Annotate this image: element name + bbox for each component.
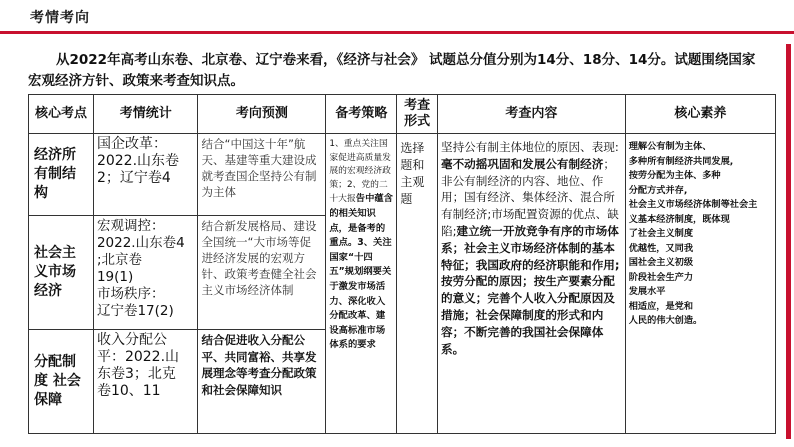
stat-line: 东卷3；北克 [96, 366, 176, 382]
statistics-cell [93, 330, 198, 434]
stat-line: 市场秩序： [96, 286, 165, 302]
stat-line: 卷10、11 [96, 383, 161, 399]
header-strategy: 备考策略 [326, 95, 397, 134]
content-text-3: ；非公有制经济的内容、地位、作用；国有经济、集体经济、混合所有制经济;市场配置资源的优点、缺陷; [440, 156, 619, 238]
literacy-line: 多种所有制经济共同发展, [628, 155, 734, 167]
literacy-line: 社会主义市场经济体制等社会主 [628, 199, 758, 210]
stat-line: 辽宁卷17(2) [96, 303, 174, 319]
form-cell: 选择题和主观题 [397, 134, 438, 434]
header-statistics: 考情统计 [93, 95, 198, 134]
core-point-cell: 经济所有制结构 [29, 134, 94, 216]
literacy-line: 阶段社会生产力 [628, 271, 694, 283]
literacy-cell [625, 134, 775, 434]
forecast-cell: 结合促进收入分配公平、共同富裕、共享发展理念等考查分配政策和社会保障知识 [198, 330, 326, 434]
stat-line: 国企改革： [96, 136, 167, 152]
forecast-cell: 结合新发展格局、建设全国统一“大市场等促进经济发展的宏观方针、政策考查健全社会主义市场经济体制 [198, 216, 326, 330]
literacy-line: 了社会主义制度 [628, 228, 694, 239]
strategy-text-1: 1、重点关注国家促进高质量发展的宏观经济政策；2、党的二十大报 [329, 139, 391, 205]
literacy-line: 发展水平 [628, 286, 666, 297]
strategy-text-3: 3、关注国家“十四五”规划纲要关于激发市场活力、深化收入分配改革、建设高标准市场体系的要求 [329, 237, 392, 351]
right-accent-bar [786, 44, 791, 439]
header-content: 考查内容 [437, 95, 625, 134]
stat-line: 19(1) [96, 269, 134, 285]
statistics-cell [93, 134, 198, 216]
content-text-1: 坚持公有制主体地位的原因、表现: [440, 140, 619, 154]
table-row [29, 134, 776, 216]
header-forecast: 考向预测 [198, 95, 326, 134]
header-form: 考查形式 [397, 95, 438, 134]
stat-line: 2；辽宁卷4 [96, 170, 171, 186]
table-header-row [29, 95, 776, 134]
literacy-line: 相适应，是党和 [628, 300, 694, 312]
page-title: 考情考向 [30, 10, 90, 26]
literacy-line: 理解公有制为主体、 [628, 141, 712, 152]
stat-line: 收入分配公 [96, 332, 167, 348]
content-text-4: 建立统一开放竞争有序的市场体系；社会主义市场经济体制的基本特征；我国政府的经济职能和作用;按劳分配的原因；按生产要素分配的意义；完善个人收入分配原因及措施；社会保障制度的形式和内容；不断完善的我国社会保障体系。 [440, 223, 620, 356]
literacy-line: 义基本经济制度，既体现 [628, 213, 730, 225]
exam-analysis-table [28, 94, 776, 434]
stat-line: 2022.山东卷4 [96, 235, 185, 251]
literacy-line: 按劳分配为主体、多种 [628, 170, 721, 181]
literacy-line: 国社会主义初级 [628, 257, 694, 268]
stat-line: 2022.山东卷 [96, 153, 180, 169]
strategy-cell [326, 134, 397, 434]
literacy-line: 人民的伟大创造。 [628, 315, 703, 326]
title-rule [0, 31, 794, 34]
header-literacy: 核心素养 [625, 95, 775, 134]
content-cell [437, 134, 625, 434]
stat-line: 平：2022.山 [96, 349, 180, 365]
header-core-point: 核心考点 [29, 95, 94, 134]
page-header [0, 0, 794, 34]
literacy-line: 优越性，又同我 [628, 242, 694, 254]
strategy-text-2: 告中蕴含的相关知识点，是备考的重点。 [329, 193, 393, 249]
intro-paragraph: 从2022年高考山东卷、北京卷、辽宁卷来看，《经济与社会》 试题总分值分别为14分、18分、14分。试题围绕国家宏观经济方针、政策来考查知识点。 [28, 52, 756, 89]
content-text-2: 毫不动摇巩固和发展公有制经济 [440, 156, 604, 171]
forecast-cell: 结合“中国这十年”航天、基建等重大建设成就考查国企坚持公有制为主体 [198, 134, 326, 216]
core-point-cell: 分配制度 社会保障 [29, 330, 94, 434]
literacy-line: 分配方式并存, [628, 184, 688, 196]
stat-line: 宏观调控： [96, 218, 165, 234]
core-point-cell: 社会主义市场经济 [29, 216, 94, 330]
statistics-cell [93, 216, 198, 330]
stat-line: ;北京卷 [96, 252, 143, 268]
